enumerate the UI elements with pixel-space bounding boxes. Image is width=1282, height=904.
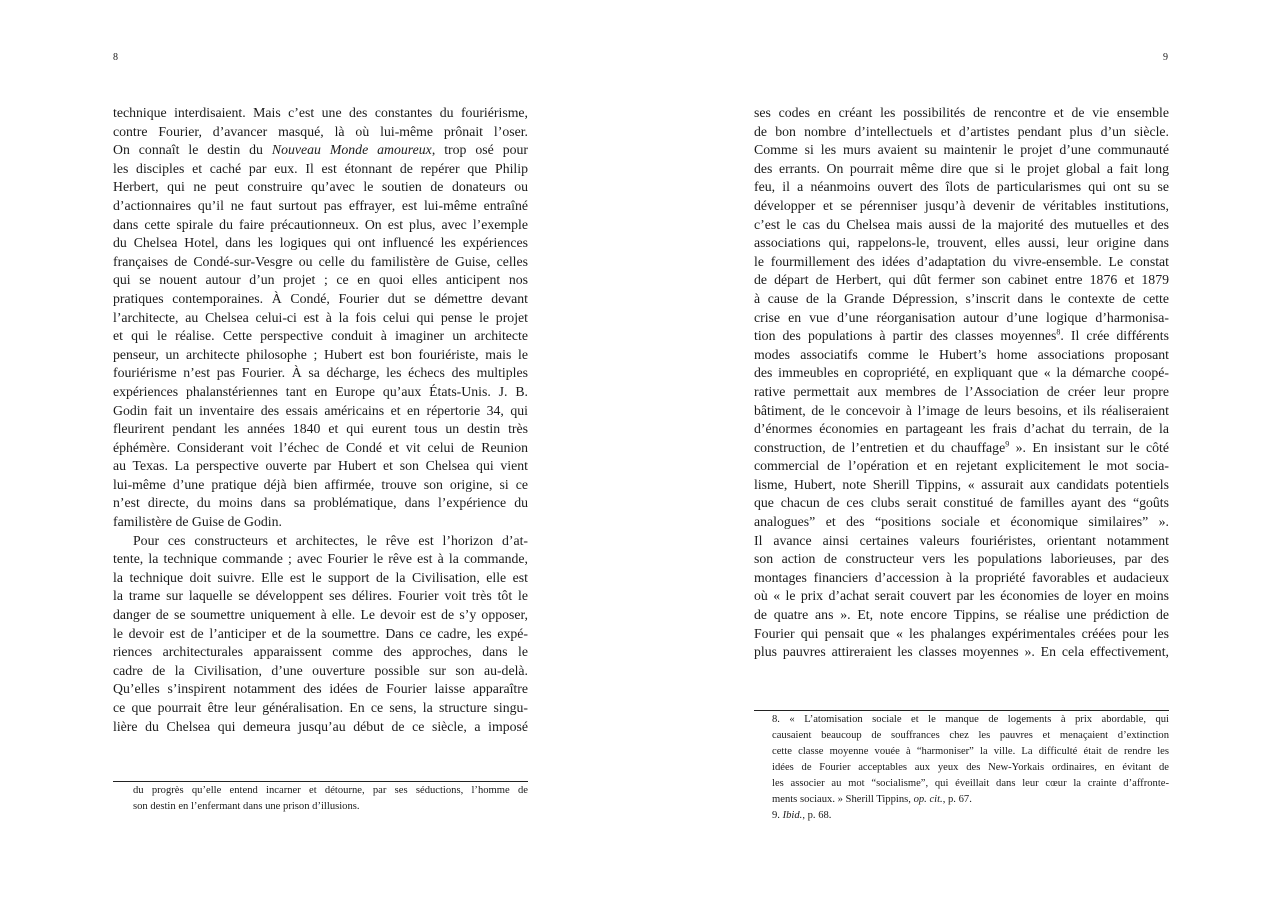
text-segment: construction, de l’entretien et du chauffage [754,439,1006,455]
text-segment: ments sociaux. » Sherill Tippins, [772,794,914,805]
text-line [113,178,528,197]
text-line [772,760,1169,776]
text-segment: françaises de Condé-sur-Vesgre ou celle du familistère de Guise, celles [113,253,528,269]
text-segment: et qui le réalise. Cette perspective conduit à imaginer un architecte [113,328,528,344]
italic-text: Nouveau Monde amoureux [271,142,432,158]
text-segment: d’actionnaires qu’il ne faut surtout pas effrayer, est lui-même entraîné [113,197,528,213]
text-line [754,290,1169,309]
text-segment: n’est directe, du moins dans sa problématique, dans l’expérience du [113,495,528,511]
text-segment: , p. 67. [942,794,972,805]
text-line [754,606,1169,625]
footnote-rule [754,710,1169,711]
text-segment: crise en vue d’une réorganisation autour d’une logique d’harmonisa- [754,309,1169,325]
text-segment: commercial de l’opération et en rejetant explicitement le mot socia- [754,458,1169,474]
italic-text: Ibid. [782,810,803,821]
text-segment: cette classe moyenne vouée à “harmoniser” la ville. La difficulté était de rendre les [772,746,1169,757]
text-line [113,513,528,532]
text-segment: du progrès qu’elle entend incarner et détourne, par ses séductions, l’homme de [133,785,528,796]
text-line [754,364,1169,383]
text-segment: Fourier qui pensait que « les phalanges expérimentales créées pour les [754,625,1169,641]
text-line [772,776,1169,792]
footnotes [772,712,1169,824]
text-segment: analogues” et des “positions sociale et économique similaires” ». [754,514,1169,530]
text-segment: ce que pourrait être leur généralisation. En ce sens, la structure singu- [113,700,528,715]
text-line [113,699,528,718]
text-segment: pratiques contemporaines. À Condé, Fourier dut se démettre devant [113,290,528,306]
text-line [754,532,1169,551]
text-segment: penseur, un architecte philosophe ; Hubert est bon fouriériste, mais le [113,346,528,362]
text-line [133,799,528,815]
text-line [754,253,1169,272]
text-line [113,625,528,644]
text-segment: au Texas. La perspective ouverte par Hubert et son Chelsea qui vient [113,458,528,474]
text-line [113,216,528,235]
text-segment: de départ de Herbert, qui dût fermer son cabinet entre 1876 et 1879 [754,272,1169,288]
text-segment: ». En insistant sur le côté [1009,439,1169,455]
text-line [754,197,1169,216]
text-line [113,271,528,290]
text-segment: son destin en l’enfermant dans une prison d’illusions. [133,801,360,812]
text-line [113,439,528,458]
text-line [113,327,528,346]
text-segment: de bon nombre d’intellectuels et d’artistes pendant plus d’un siècle. [754,123,1169,139]
text-line [754,327,1169,346]
text-segment: technique interdisaient. Mais c’est une des constantes du fouriérisme, [113,105,528,120]
text-segment: à cause de la Grande Dépression, s’inscrit dans le contexte de cette [754,290,1169,306]
text-segment: contre Fourier, d’avancer masqué, là où lui-même prônait l’oser. [113,123,528,139]
text-segment: bâtiment, de le concevoir à l’image de leurs besoins, et ils réaliseraient [754,402,1169,418]
text-segment: la technique doit suivre. Elle est le support de la Civilisation, elle est [113,569,528,585]
text-line [133,783,528,799]
text-segment: Il avance ainsi certaines valeurs fouriéristes, orientant notamment [754,532,1169,548]
text-segment: Comme si les murs avaient su maintenir le projet d’une communauté [754,142,1169,158]
text-line [113,569,528,588]
text-line [754,439,1169,458]
text-segment: la trame sur laquelle se développent ses délires. Fourier voit très tôt le [113,588,528,604]
text-line [754,178,1169,197]
text-line [754,420,1169,439]
text-segment: tion des populations à partir des classes moyennes [754,328,1057,344]
text-segment: familistère de Guise de Godin. [113,514,282,530]
text-segment: cadre de la Civilisation, d’une ouverture possible sur son au-delà. [113,662,528,678]
text-segment: modes associatifs comme le Hubert’s home associations proposant [754,346,1169,362]
text-line [754,457,1169,476]
text-line [754,309,1169,328]
text-line [113,402,528,421]
footnote-ref: 9 [1005,439,1010,449]
text-line [113,104,528,123]
text-segment: son action de constructeur vers les populations laborieuses, par des [754,551,1169,567]
text-segment: les associer au mot “socialisme”, qui éveillait dans leur cœur la crainte d’affronte- [772,778,1169,789]
text-line [754,625,1169,644]
text-line [113,494,528,513]
text-segment: associations qui, rappelons-le, trouvent, elles aussi, leur origine dans [754,235,1169,251]
text-line [113,420,528,439]
text-segment: danger de se soumettre uniquement à elle. Le devoir est de s’y opposer, [113,607,528,623]
text-segment: d’énormes économies en partageant les frais d’achat du terrain, de la [754,421,1169,437]
text-segment: l’architecte, au Chelsea celui-ci est à la fois celui qui pense le projet [113,309,528,325]
text-line [113,606,528,625]
text-line [772,712,1169,728]
text-line [754,643,1169,662]
text-segment: feu, il a néanmoins ouvert des îlots de particularismes qui ont su se [754,179,1169,195]
text-segment: Herbert, qui ne peut construire qu’avec le soutien de donateurs ou [113,179,528,195]
text-segment: que chacun de ces clubs serait constitué de familles ayant des “goûts [754,495,1169,511]
text-segment: développer et se pérenniser jusqu’à devenir de véritables institutions, [754,197,1169,213]
text-line [754,123,1169,142]
text-line [113,662,528,681]
text-line [113,253,528,272]
footnote-rule [113,781,528,782]
text-segment: , p. 68. [802,810,832,821]
text-line [754,271,1169,290]
text-line [113,550,528,569]
text-segment: lui-même d’une pratique déjà bien affirmée, trouve son origine, si ce [113,476,528,492]
text-segment: c’est le cas du Chelsea mais aussi de la majorité des mutuelles et des [754,216,1169,232]
text-line [113,364,528,383]
text-segment: des immeubles en copropriété, en expliquant que « la démarche coopé- [754,365,1169,381]
text-segment: montages financiers d’accession à la propriété favorables et audacieux [754,569,1169,585]
text-segment: les disciples et caché par eux. Il est étonnant de repérer que Philip [113,160,528,176]
italic-text: op. cit. [913,794,943,805]
text-line [754,160,1169,179]
text-line [772,728,1169,744]
text-line [113,532,528,551]
text-segment: fleurirent pendant les années 1840 et qui eurent tous un destin très [113,421,528,437]
text-segment: ses codes en créant les possibilités de rencontre et de vie ensemble [754,105,1169,120]
text-line [754,513,1169,532]
page-number: 9 [1163,52,1168,63]
text-segment: causaient beaucoup de souffrances chez les pauvres et menaçaient d’extinction [772,730,1169,741]
text-line [754,550,1169,569]
text-segment: . Il crée différents [1060,328,1169,344]
page-number: 8 [113,52,118,63]
footnote-ref: 8 [1056,327,1061,337]
text-line [113,383,528,402]
text-line [754,216,1169,235]
text-line [113,643,528,662]
text-segment: du Chelsea Hotel, dans les logiques qui ont influencé les expériences [113,235,528,251]
text-line [113,457,528,476]
text-segment: des errants. On pourrait même dire que si le projet global a fait long [754,160,1169,176]
body-text [754,104,1169,662]
text-segment: Qu’elles s’inspirent notamment des idées de Fourier laisse apparaître [113,681,528,697]
text-line [754,234,1169,253]
text-segment: 9. [772,810,783,821]
text-line [754,383,1169,402]
text-segment: lisme, Hubert, note Sherill Tippins, « assurait aux candidats potentiels [754,476,1169,492]
text-line [113,160,528,179]
body-text [113,104,528,736]
text-segment: , trop osé pour [431,142,528,158]
text-line [772,808,1169,824]
text-segment: qui se nouent autour d’un projet ; ce en quoi elles anticipent nos [113,272,528,288]
text-line [754,141,1169,160]
text-line [772,744,1169,760]
text-segment: où « le prix d’achat serait couvert par les économies de loyer en moins [754,588,1169,604]
text-line [754,402,1169,421]
text-segment: dans cette spirale du faire précautionneux. On est plus, avec l’exemple [113,216,528,232]
text-line [754,569,1169,588]
text-line [754,346,1169,365]
text-segment: expériences phalanstériennes tant en Europe qu’aux États-Unis. J. B. [113,383,528,399]
text-segment: lière du Chelsea qui demeura jusqu’au début de ce siècle, a imposé [113,718,528,734]
footnotes [133,783,528,815]
text-segment: tente, la technique commande ; avec Fourier le rêve est à la commande, [113,551,528,567]
text-segment: Pour ces constructeurs et architectes, le rêve est l’horizon d’at- [133,532,528,548]
text-segment: rative permettait aux membres de l’Association de créer leur propre [754,383,1169,399]
text-line [754,476,1169,495]
text-line [754,104,1169,123]
text-line [113,587,528,606]
text-line [113,476,528,495]
text-segment: On connaît le destin du [113,142,272,158]
text-segment: plus pauvres attireraient les classes moyennes ». En cela effectivement, [754,644,1169,660]
text-line [754,494,1169,513]
text-line [754,587,1169,606]
text-line [113,197,528,216]
text-segment: Godin fait un inventaire des essais américains et en répertorie 34, qui [113,402,528,418]
text-segment: fouriérisme n’est pas Fourier. À sa décharge, les échecs des multiples [113,365,528,381]
text-line [113,309,528,328]
text-line [772,792,1169,808]
text-line [113,346,528,365]
text-line [113,123,528,142]
text-segment: le fourmillement des idées d’adaptation du vivre-ensemble. Le constat [754,253,1169,269]
text-segment: éphémère. Considerant voit l’échec de Condé et vit celui de Reunion [113,439,528,455]
text-line [113,718,528,737]
text-segment: de quatre ans ». Et, note encore Tippins, se réalise une prédiction de [754,607,1169,623]
text-segment: idées de Fourier acceptables aux yeux des New-Yorkais ordinaires, en évitant de [772,762,1169,773]
text-line [113,680,528,699]
text-line [113,290,528,309]
text-segment: 8. « L’atomisation sociale et le manque de logements à prix abordable, qui [772,714,1169,725]
text-segment: le devoir est de l’anticiper et de la soumettre. Dans ce cadre, les expé- [113,625,528,641]
text-line [113,141,528,160]
text-segment: riences architecturales apparaissent comme des approches, dans le [113,644,528,660]
text-line [113,234,528,253]
